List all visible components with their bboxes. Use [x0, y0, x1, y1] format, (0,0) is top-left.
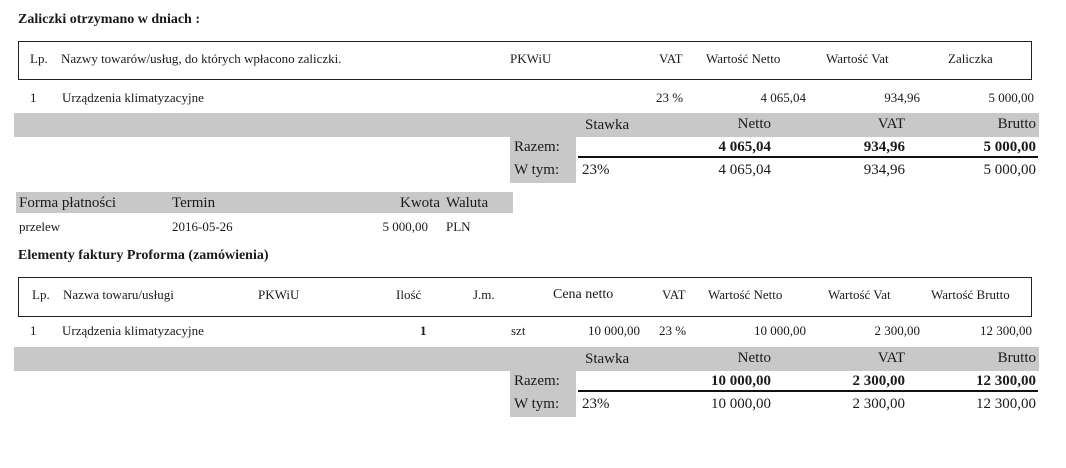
summary-netto-label: Netto [737, 116, 771, 132]
item-row-vat-value: 2 300,00 [874, 323, 920, 338]
item-row-netto: 10 000,00 [754, 323, 806, 338]
summary-razem-vat: 2 300,00 [852, 373, 905, 389]
payment-waluta: PLN [446, 219, 471, 234]
summary-razem-label: Razem: [514, 373, 560, 389]
summary-wtym-stawka: 23% [582, 396, 610, 412]
summary-wtym-brutto: 5 000,00 [983, 162, 1036, 178]
item-row-jm: szt [511, 323, 526, 338]
col-header-cena: Cena netto [553, 287, 614, 302]
summary-vat-label: VAT [877, 350, 905, 366]
summary-wtym-brutto: 12 300,00 [976, 396, 1036, 412]
col-header-name: Nazwy towarów/usług, do których wpłacono zaliczki. [61, 51, 342, 66]
item-row-cena: 10 000,00 [588, 323, 640, 338]
summary-wtym-vat: 2 300,00 [852, 396, 905, 412]
summary-brutto-label: Brutto [997, 116, 1036, 132]
summary-wtym-label: W tym: [514, 396, 560, 412]
col-header-pkwiu: PKWiU [510, 51, 552, 66]
item-row-name: Urządzenia klimatyzacyjne [62, 323, 204, 338]
summary-wtym-vat: 934,96 [863, 162, 905, 178]
summary-razem-vat: 934,96 [863, 139, 905, 155]
summary-stawka-label: Stawka [585, 351, 630, 367]
col-header-brutto: Wartość Brutto [931, 287, 1010, 302]
col-header-lp: Lp. [32, 287, 50, 302]
payment-forma: przelew [19, 219, 61, 234]
item-row-lp: 1 [30, 323, 37, 338]
payment-kwota: 5 000,00 [382, 219, 428, 234]
payment-header-forma: Forma płatności [19, 195, 117, 211]
item-row-ilosc: 1 [420, 323, 427, 338]
summary-rule [578, 156, 1038, 158]
col-header-name: Nazwa towaru/usługi [63, 287, 174, 302]
summary-vat-label: VAT [877, 116, 905, 132]
summary-brutto-label: Brutto [997, 350, 1036, 366]
col-header-lp: Lp. [30, 51, 48, 66]
col-header-vat-value: Wartość Vat [828, 287, 891, 302]
summary-razem-brutto: 5 000,00 [983, 139, 1036, 155]
summary-wtym-netto: 10 000,00 [711, 396, 771, 412]
col-header-zaliczka: Zaliczka [948, 51, 993, 66]
section-title-proforma: Elementy faktury Proforma (zamówienia) [18, 248, 269, 263]
advance-row-lp: 1 [30, 90, 37, 105]
section-title-advances: Zaliczki otrzymano w dniach : [18, 12, 200, 27]
payment-header-waluta: Waluta [446, 195, 489, 211]
col-header-jm: J.m. [473, 287, 495, 302]
summary-netto-label: Netto [737, 350, 771, 366]
payment-termin: 2016-05-26 [172, 219, 233, 234]
payment-header-termin: Termin [172, 195, 216, 211]
col-header-ilosc: Ilość [396, 287, 422, 302]
advance-row-netto: 4 065,04 [760, 90, 806, 105]
summary-razem-label: Razem: [514, 139, 560, 155]
summary-razem-netto: 10 000,00 [711, 373, 771, 389]
col-header-pkwiu: PKWiU [258, 287, 300, 302]
summary-razem-netto: 4 065,04 [718, 139, 771, 155]
summary-wtym-label: W tym: [514, 162, 560, 178]
advance-row-vat: 23 % [656, 90, 684, 105]
summary-stawka-label: Stawka [585, 117, 630, 133]
summary-wtym-stawka: 23% [582, 162, 610, 178]
col-header-vat: VAT [662, 287, 686, 302]
payment-header-kwota: Kwota [400, 195, 440, 211]
summary-razem-brutto: 12 300,00 [976, 373, 1036, 389]
col-header-vat: VAT [659, 51, 683, 66]
col-header-netto: Wartość Netto [708, 287, 783, 302]
item-row-brutto: 12 300,00 [980, 323, 1032, 338]
advance-row-vat-value: 934,96 [884, 90, 920, 105]
advance-row-name: Urządzenia klimatyzacyjne [62, 90, 204, 105]
item-row-vat: 23 % [659, 323, 687, 338]
summary-wtym-netto: 4 065,04 [718, 162, 771, 178]
col-header-netto: Wartość Netto [706, 51, 781, 66]
col-header-vat-value: Wartość Vat [826, 51, 889, 66]
summary-rule [578, 390, 1038, 392]
advance-row-zaliczka: 5 000,00 [988, 90, 1034, 105]
